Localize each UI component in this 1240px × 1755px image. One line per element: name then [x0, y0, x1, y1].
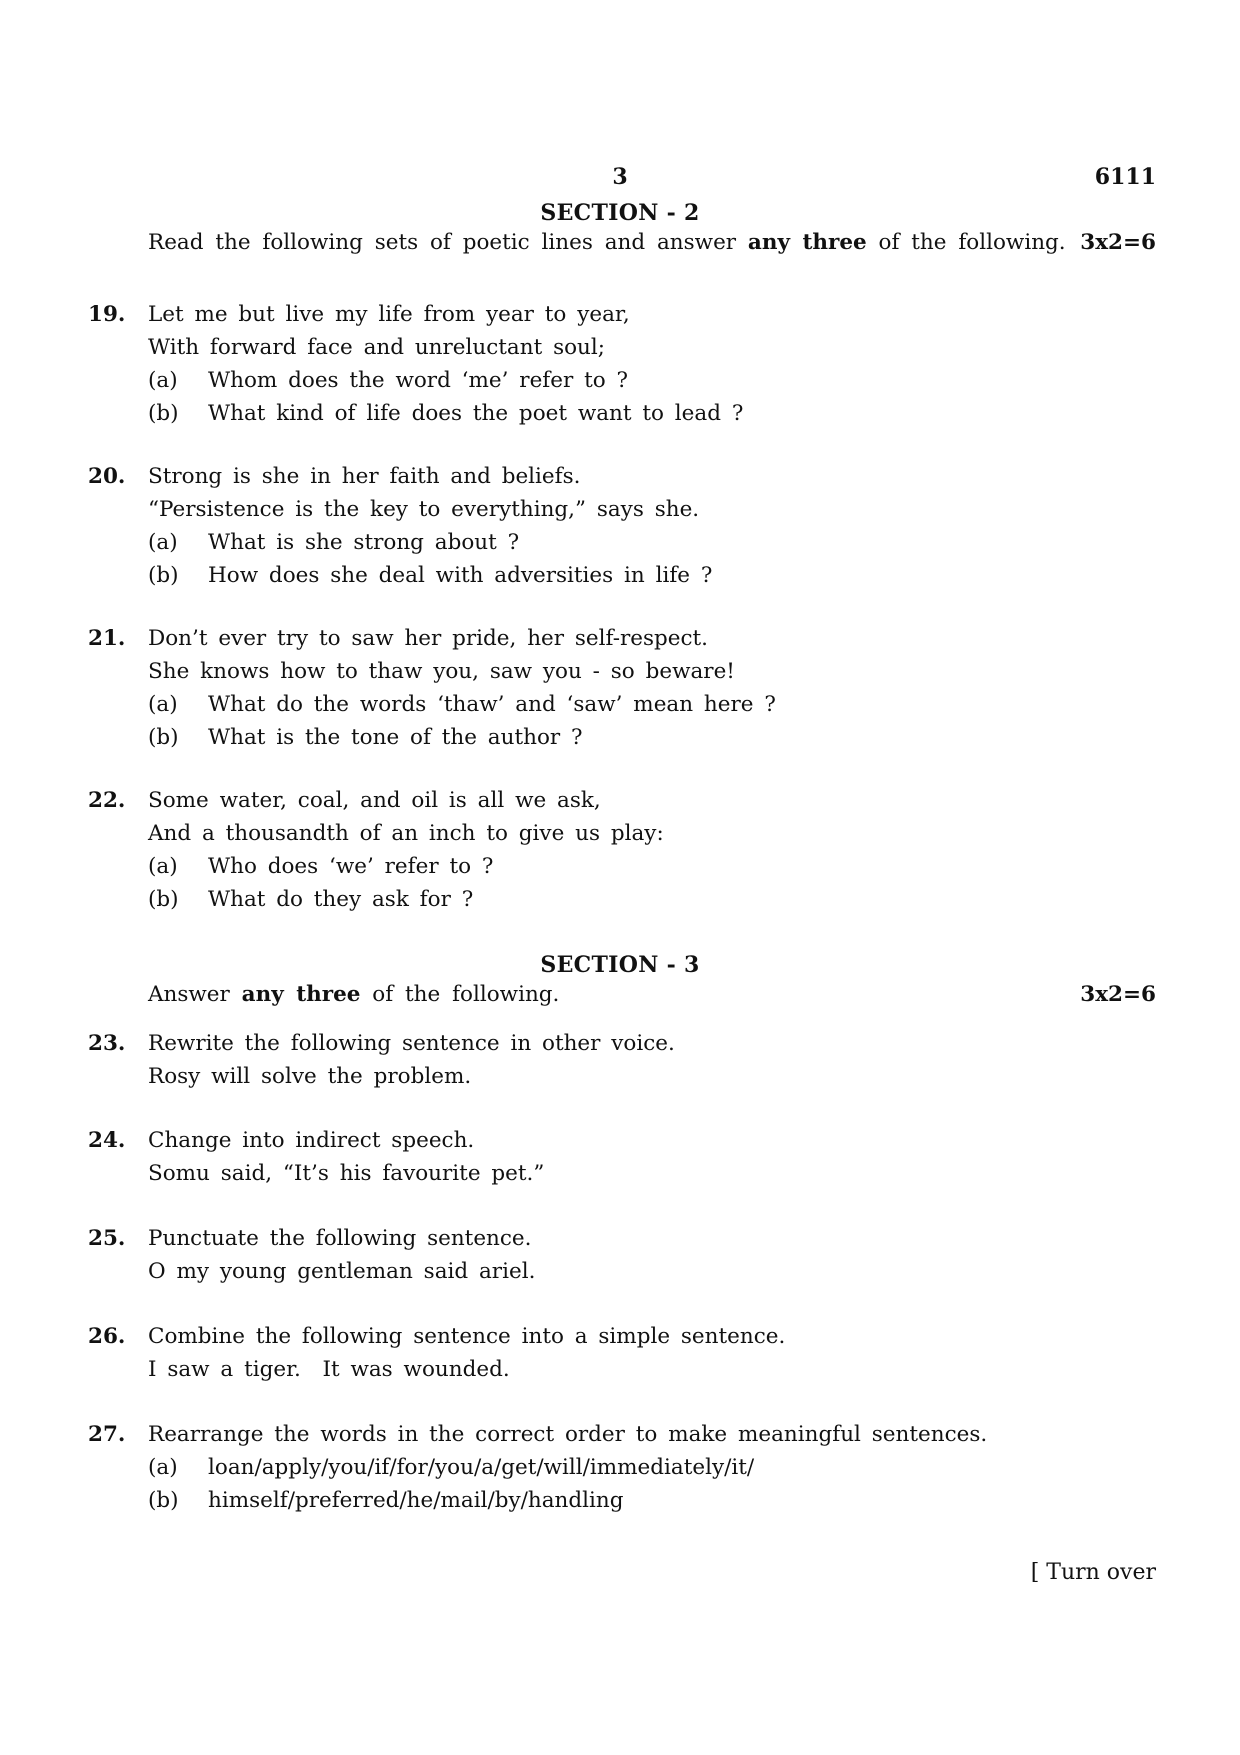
question-line: Combine the following sentence into a simple sentence. — [148, 1324, 786, 1349]
poem-line: Let me but live my life from year to year, — [148, 302, 630, 327]
sub-question-text: What do the words ‘thaw’ and ‘saw’ mean here ? — [208, 692, 776, 717]
instruction-text: Answer — [148, 982, 242, 1007]
sub-question — [148, 397, 1156, 430]
poem-line: Don’t ever try to saw her pride, her self-respect. — [148, 626, 709, 651]
question-20 — [88, 460, 1156, 592]
question-25 — [88, 1222, 1156, 1288]
sub-question — [148, 1484, 1156, 1517]
sub-question-label: (a) — [148, 692, 178, 717]
question-number: 22. — [88, 788, 126, 813]
sub-question — [148, 850, 1156, 883]
sub-question-text: himself/preferred/he/mail/by/handling — [208, 1488, 624, 1513]
question-number: 27. — [88, 1422, 126, 1447]
sub-question-text: Whom does the word ‘me’ refer to ? — [208, 368, 629, 393]
poem-line: She knows how to thaw you, saw you - so beware! — [148, 659, 735, 684]
section-3-marks: 3x2=6 — [1080, 982, 1156, 1007]
instruction-emphasis: any three — [747, 230, 867, 255]
question-22 — [88, 784, 1156, 916]
question-line: O my young gentleman said ariel. — [148, 1259, 536, 1284]
sub-question-label: (a) — [148, 368, 178, 393]
sub-question-text: How does she deal with adversities in life ? — [208, 563, 713, 588]
section-3-instruction — [148, 982, 1156, 1007]
question-line: Rosy will solve the problem. — [148, 1064, 472, 1089]
sub-question-text: loan/apply/you/if/for/you/a/get/will/immediately/it/ — [208, 1455, 755, 1480]
sub-question-label: (b) — [148, 563, 179, 588]
question-line: Rewrite the following sentence in other voice. — [148, 1031, 675, 1056]
poem-line: Strong is she in her faith and beliefs. — [148, 464, 581, 489]
turn-over-note: [ Turn over — [1030, 1560, 1156, 1585]
sub-question — [148, 364, 1156, 397]
question-line: Somu said, “It’s his favourite pet.” — [148, 1161, 545, 1186]
question-23 — [88, 1027, 1156, 1093]
sub-question-label: (a) — [148, 530, 178, 555]
instruction-emphasis: any three — [241, 982, 361, 1007]
question-number: 26. — [88, 1324, 126, 1349]
instruction-text: of the following. — [360, 982, 560, 1007]
section-2-marks: 3x2=6 — [1080, 230, 1156, 255]
sub-question-text: What kind of life does the poet want to lead ? — [208, 401, 744, 426]
poem-line: With forward face and unreluctant soul; — [148, 335, 606, 360]
sub-question-label: (a) — [148, 1455, 178, 1480]
question-21 — [88, 622, 1156, 754]
section-3-title: SECTION - 3 — [540, 952, 700, 978]
paper-code: 6111 — [1094, 164, 1156, 190]
page-number: 3 — [612, 164, 628, 190]
question-24 — [88, 1124, 1156, 1190]
sub-question — [148, 883, 1156, 916]
sub-question — [148, 721, 1156, 754]
sub-question-text: What do they ask for ? — [208, 887, 474, 912]
sub-question — [148, 526, 1156, 559]
section-2-title: SECTION - 2 — [540, 200, 700, 226]
instruction-text: of the following. — [866, 230, 1066, 255]
sub-question-text: What is she strong about ? — [208, 530, 520, 555]
question-line: Punctuate the following sentence. — [148, 1226, 532, 1251]
question-number: 23. — [88, 1031, 126, 1056]
question-number: 21. — [88, 626, 126, 651]
question-19 — [88, 298, 1156, 430]
sub-question-label: (b) — [148, 1488, 179, 1513]
question-26 — [88, 1320, 1156, 1386]
sub-question — [148, 1451, 1156, 1484]
question-line: Change into indirect speech. — [148, 1128, 475, 1153]
question-number: 20. — [88, 464, 126, 489]
question-number: 24. — [88, 1128, 126, 1153]
sub-question-label: (b) — [148, 887, 179, 912]
question-number: 19. — [88, 302, 126, 327]
section-2-instruction — [148, 230, 1156, 255]
sub-question-label: (b) — [148, 401, 179, 426]
question-number: 25. — [88, 1226, 126, 1251]
sub-question — [148, 559, 1156, 592]
sub-question-text: Who does ‘we’ refer to ? — [208, 854, 494, 879]
poem-line: “Persistence is the key to everything,” says she. — [148, 497, 700, 522]
question-line: Rearrange the words in the correct order to make meaningful sentences. — [148, 1422, 988, 1447]
poem-line: And a thousandth of an inch to give us play: — [148, 821, 664, 846]
sub-question — [148, 688, 1156, 721]
sub-question-label: (b) — [148, 725, 179, 750]
question-27 — [88, 1418, 1156, 1517]
instruction-text: Read the following sets of poetic lines and answer — [148, 230, 748, 255]
sub-question-label: (a) — [148, 854, 178, 879]
sub-question-text: What is the tone of the author ? — [208, 725, 583, 750]
question-line: I saw a tiger. It was wounded. — [148, 1357, 510, 1382]
poem-line: Some water, coal, and oil is all we ask, — [148, 788, 601, 813]
